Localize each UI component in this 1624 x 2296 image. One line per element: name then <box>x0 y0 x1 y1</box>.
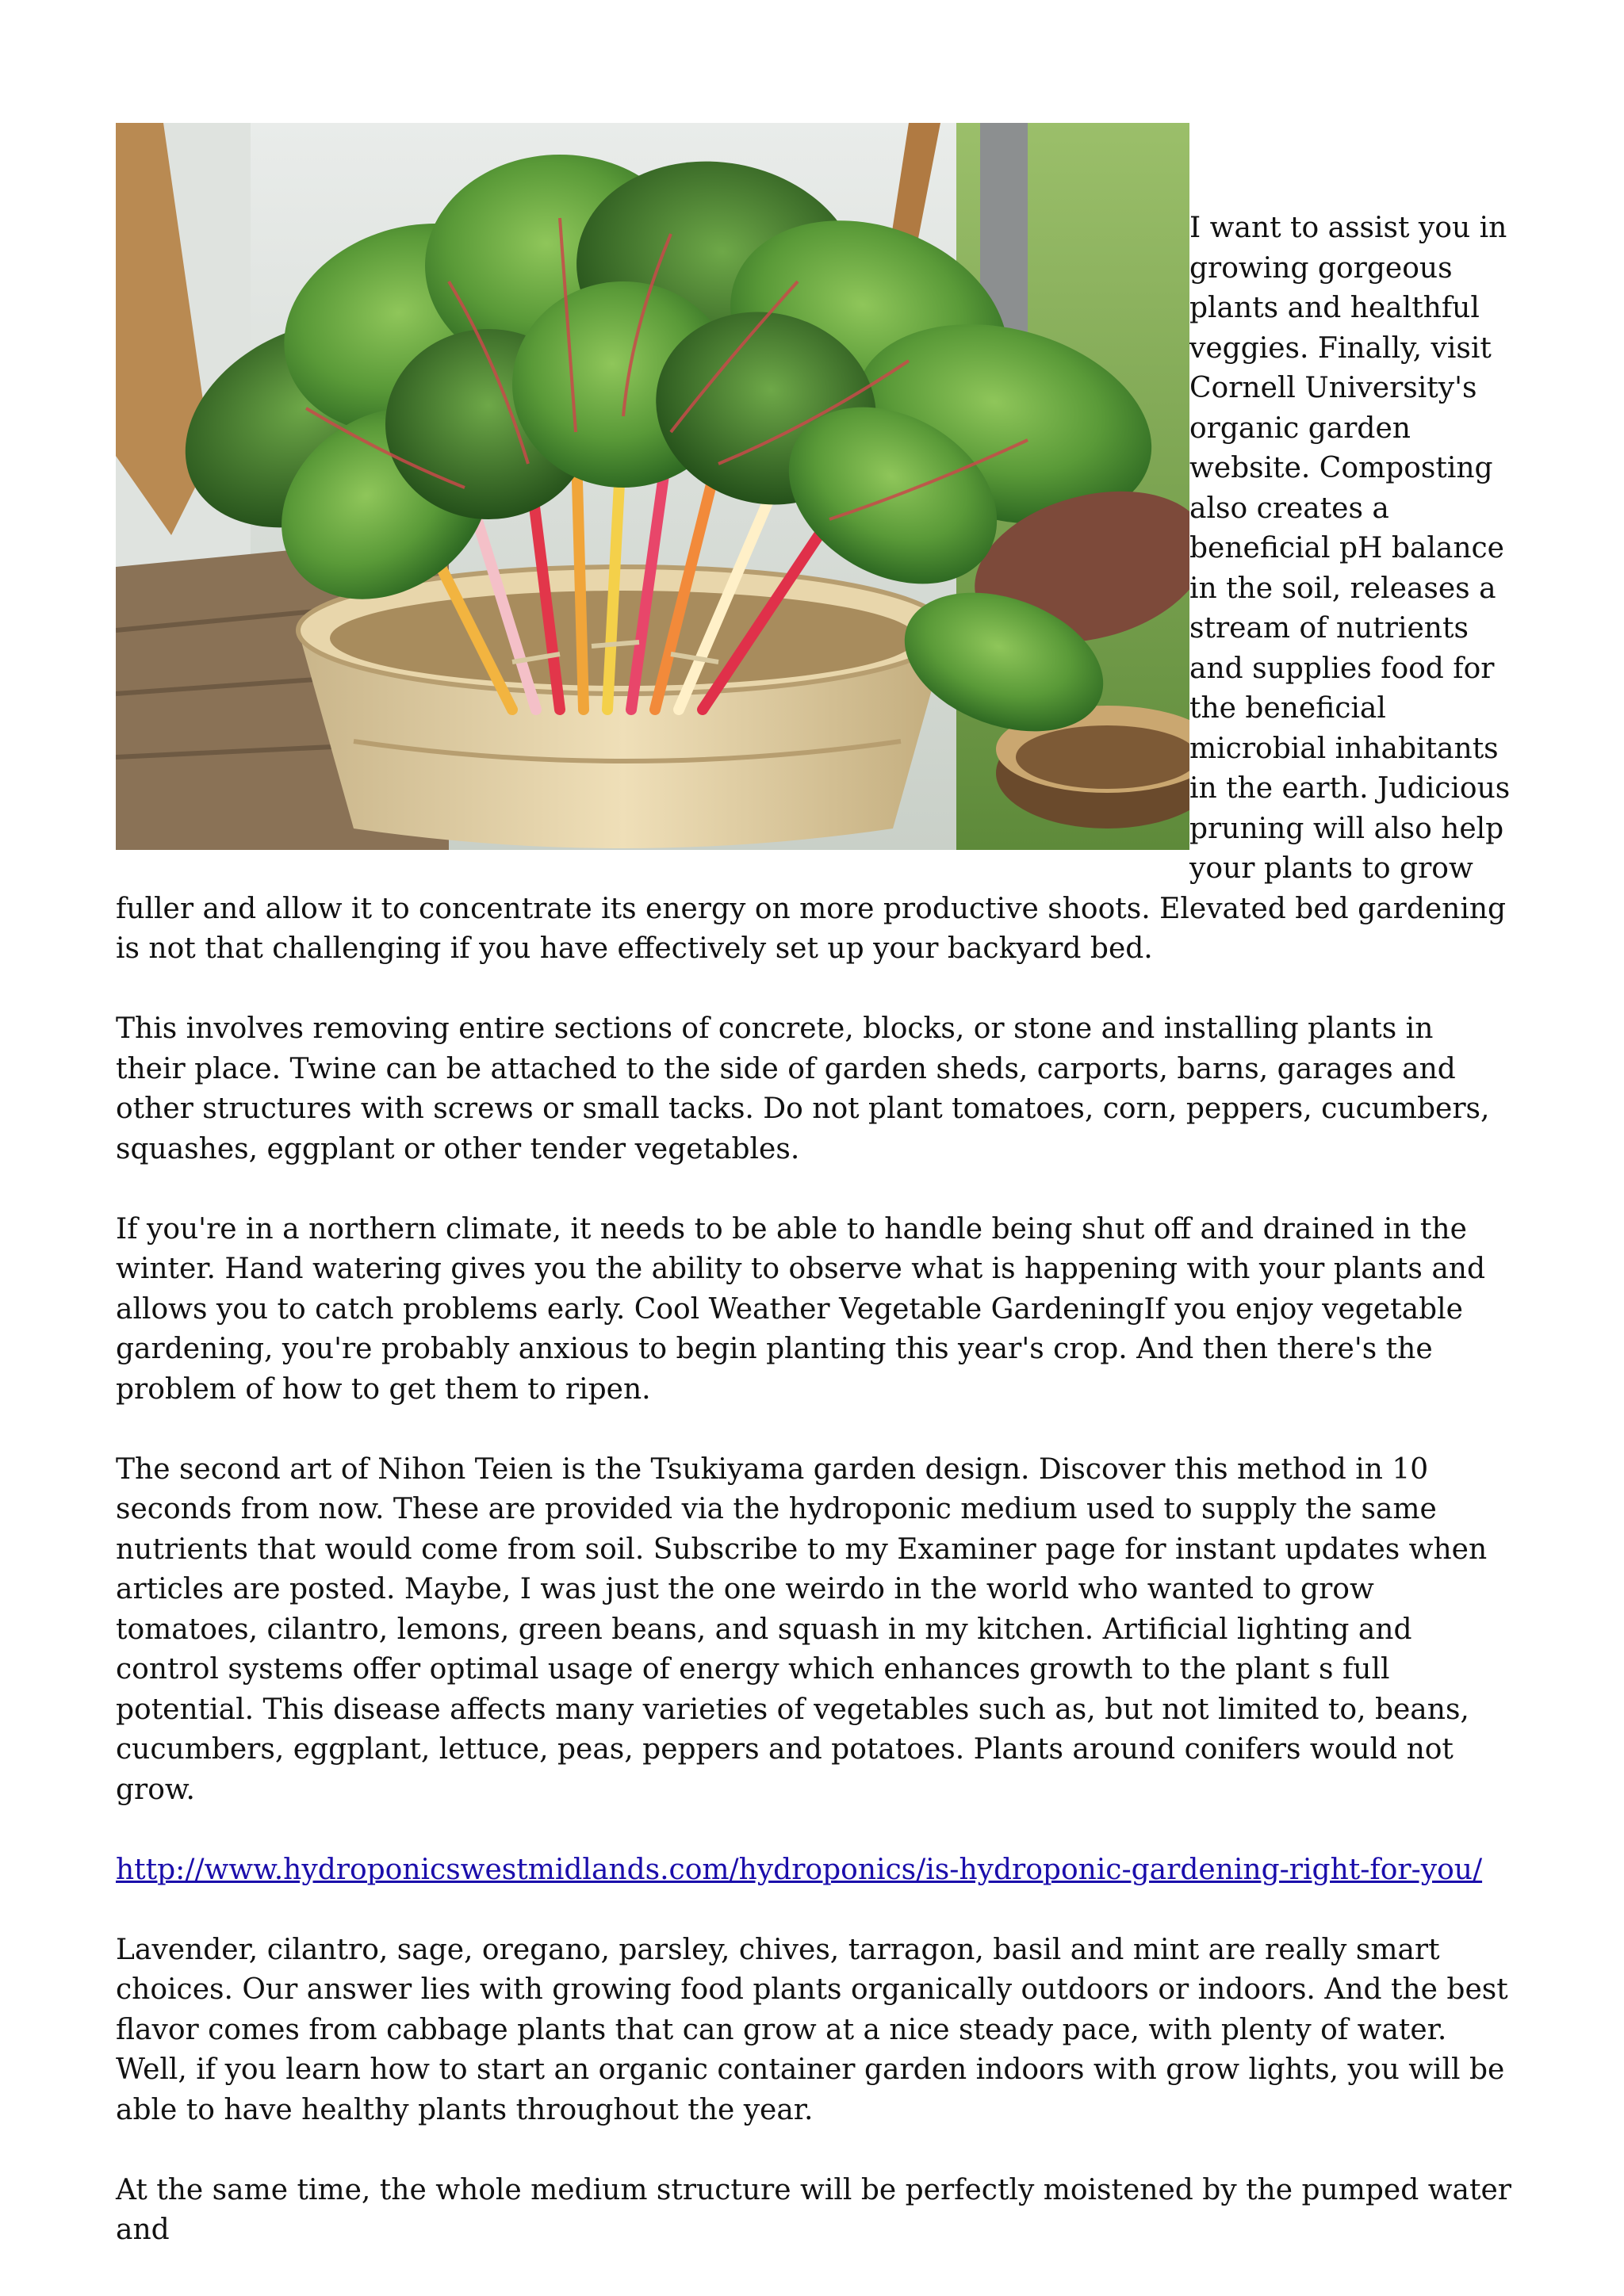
article-paragraph: Lavender, cilantro, sage, oregano, parsley, chives, tarragon, basil and mint are really smart choices. Our answer lies with growing food plants organically outdoors or indoors. And the best flavor comes from cabbage plants that can grow at a nice steady pace, with plenty of water. Well, if you learn how to start an organic container garden indoors with grow lights, you will be able to have healthy plants throughout the year. <box>116 1933 1508 2126</box>
article-paragraph: This involves removing entire sections of concrete, blocks, or stone and installing plants in their place. Twine can be attached to the side of garden sheds, carports, barns, garages and other structures with screws or small tacks. Do not plant tomatoes, corn, peppers, cucumbers, squashes, eggplant or other tender vegetables. <box>116 1012 1490 1165</box>
article-paragraph: At the same time, the whole medium structure will be perfectly moistened by the pumped water and <box>116 2173 1511 2246</box>
link-paragraph <box>116 1850 1511 1891</box>
chard-photo <box>116 123 1189 850</box>
article-paragraph: I want to assist you in growing gorgeous plants and healthful veggies. Finally, visit Cornell University's organic garden website. Composting also creates a beneficial pH balance in the soil, releases a stream of nutrients and supplies food for the beneficial microbial inhabitants in the earth. Judicious pruning will also help your plants to grow fuller and allow it to concentrate its energy on more productive shoots. Elevated bed gardening is not that challenging if you have effectively set up your backyard bed. <box>116 212 1511 965</box>
swiss-chard-basket-photo-icon <box>116 123 1189 850</box>
external-link[interactable]: http://www.hydroponicswestmidlands.com/hydroponics/is-hydroponic-gardening-right-for-you/ <box>116 1853 1483 1886</box>
article-body <box>116 123 1511 2251</box>
article-paragraph: The second art of Nihon Teien is the Tsukiyama garden design. Discover this method in 10 seconds from now. These are provided via the hydroponic medium used to supply the same nutrients that would come from soil. Subscribe to my Examiner page for instant updates when articles are posted. Maybe, I was just the one weirdo in the world who wanted to grow tomatoes, cilantro, lemons, green beans, and squash in my kitchen. Artificial lighting and control systems offer optimal usage of energy which enhances growth to the plant s full potential. This disease affects many varieties of vegetables such as, but not limited to, beans, cucumbers, eggplant, lettuce, peas, peppers and potatoes. Plants around conifers would not grow. <box>116 1452 1488 1806</box>
article-paragraph: If you're in a northern climate, it needs to be able to handle being shut off and drained in the winter. Hand watering gives you the ability to observe what is happening with your plants and allows you to catch problems early. Cool Weather Vegetable GardeningIf you enjoy vegetable gardening, you're probably anxious to begin planting this year's crop. And then there's the problem of how to get them to ripen. <box>116 1212 1486 1406</box>
